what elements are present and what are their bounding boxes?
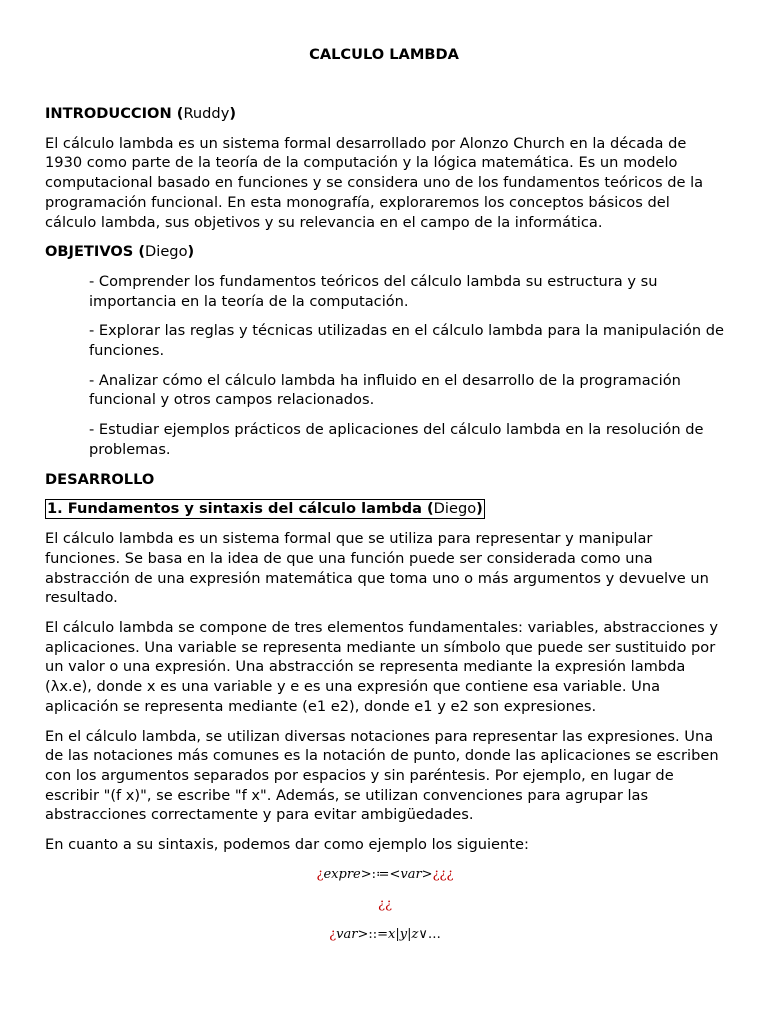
formula-operator: | <box>407 926 412 942</box>
formula-glyph: ¿¿¿ <box>432 866 454 882</box>
document-body <box>45 104 725 945</box>
formula-term: y <box>399 926 408 942</box>
objective-item: - Estudiar ejemplos prácticos de aplicaciones del cálculo lambda en la resolución de problemas. <box>89 421 704 458</box>
formula-continuation <box>45 895 725 915</box>
section-1-author: Diego <box>433 500 477 518</box>
objective-item: - Analizar cómo el cálculo lambda ha influido en el desarrollo de la programación funcional y otros campos relacionados. <box>89 371 681 409</box>
section-1-paragraph: El cálculo lambda se compone de tres elementos fundamentales: variables, abstracciones y aplicaciones. Una variable se representa mediante un símbolo que puede ser sustituido por un valor o una expresión. Una abstracción se representa mediante la expresión lambda (λx.e), donde x es una variable y e es una expresión que contiene esa variable. Una aplicación se representa mediante (e1 e2), donde e1 y e2 son expresiones. <box>45 619 718 715</box>
intro-heading <box>45 104 725 124</box>
formula-term: x <box>387 926 396 942</box>
section-1-heading-label: 1. Fundamentos y sintaxis del cálculo lambda ( <box>47 500 434 518</box>
intro-heading-close: ) <box>229 105 237 122</box>
formula-glyph: ¿ <box>316 866 324 882</box>
formula-glyph: ¿ <box>329 926 337 942</box>
section-1-paragraph: En cuanto a su sintaxis, podemos dar como ejemplo los siguiente: <box>45 836 529 854</box>
intro-paragraph: El cálculo lambda es un sistema formal desarrollado por Alonzo Church en la década de 1930 como parte de la teoría de la computación y la lógica matemática. Es un modelo computacional basado en funciones y se considera uno de los fundamentos teóricos de la programación funcional. En esta monografía, exploraremos los conceptos básicos del cálculo lambda, sus objetivos y su relevancia en el campo de la informática. <box>45 134 704 231</box>
formula-glyph: ¿¿ <box>378 896 392 912</box>
objectives-heading <box>45 242 725 262</box>
formula-operator: >::= <box>357 926 388 942</box>
objectives-list <box>45 272 725 460</box>
formula-operator: >:≔< <box>360 866 401 882</box>
formula-operator: ∨… <box>418 926 441 942</box>
formula-term: var <box>400 866 422 882</box>
development-heading: DESARROLLO <box>45 470 155 488</box>
formula-operator: > <box>421 866 433 882</box>
formula-var <box>45 925 725 945</box>
objectives-heading-label: OBJETIVOS ( <box>45 243 146 261</box>
intro-heading-label: INTRODUCCION ( <box>45 105 184 122</box>
objectives-author: Diego <box>145 243 188 261</box>
intro-author: Ruddy <box>183 105 230 122</box>
formula-term: var <box>336 926 358 942</box>
objective-item: - Explorar las reglas y técnicas utilizadas en el cálculo lambda para la manipulación de funciones. <box>89 322 725 360</box>
formula-term: expre <box>323 866 361 882</box>
section-1-paragraph: En el cálculo lambda, se utilizan diversas notaciones para representar las expresiones. Una de las notaciones más comunes es la notación de punto, donde las aplicaciones se escriben con los argumentos separados por espacios y sin paréntesis. Por ejemplo, en lugar de escribir "(f x)", se escribe "f x". Además, se utilizan convenciones para agrupar las abstracciones correctamente y para evitar ambigüedades. <box>45 727 719 824</box>
section-1-heading <box>45 499 485 519</box>
section-1-paragraph: El cálculo lambda es un sistema formal que se utiliza para representar y manipular funciones. Se basa en la idea de que una función puede ser considerada como una abstracción de una expresión matemática que toma uno o más argumentos y devuelve un resultado. <box>45 530 709 607</box>
formula-expre <box>45 865 725 885</box>
formula-operator: | <box>395 926 400 942</box>
objectives-heading-close: ) <box>187 243 195 261</box>
objective-item: - Comprender los fundamentos teóricos del cálculo lambda su estructura y su importancia en la teoría de la computación. <box>89 272 658 310</box>
document-title: CALCULO LAMBDA <box>309 46 459 63</box>
section-1-heading-close: ) <box>476 500 483 518</box>
formula-term: z <box>411 926 419 942</box>
